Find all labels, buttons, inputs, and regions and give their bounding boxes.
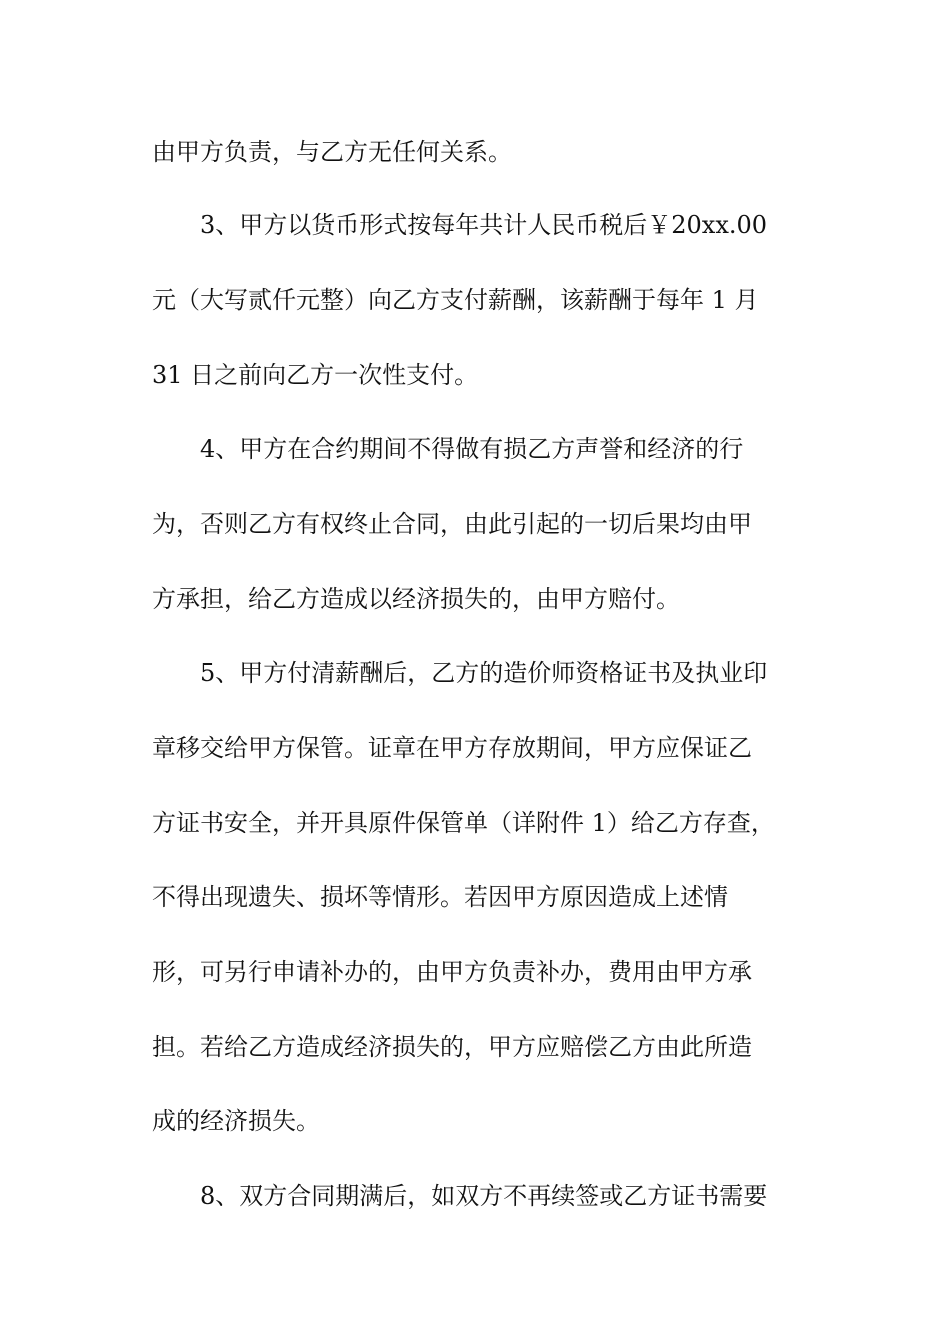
text-line-15: 8、双方合同期满后，如双方不再续签或乙方证书需要	[200, 1182, 768, 1210]
text-line-3: 元（大写贰仟元整）向乙方支付薪酬，该薪酬于每年 1 月	[152, 286, 759, 314]
text-line-8: 5、甲方付清薪酬后，乙方的造价师资格证书及执业印	[200, 659, 768, 687]
text-line-1: 由甲方负责，与乙方无任何关系。	[152, 138, 512, 166]
text-line-13: 担。若给乙方造成经济损失的，甲方应赔偿乙方由此所造	[152, 1033, 752, 1061]
text-line-6: 为，否则乙方有权终止合同，由此引起的一切后果均由甲	[152, 510, 752, 538]
text-line-7: 方承担，给乙方造成以经济损失的，由甲方赔付。	[152, 585, 680, 613]
text-line-14: 成的经济损失。	[152, 1107, 320, 1135]
text-line-10: 方证书安全，并开具原件保管单（详附件 1）给乙方存查，	[152, 809, 775, 837]
text-line-2: 3、甲方以货币形式按每年共计人民币税后￥20xx.00	[200, 211, 768, 239]
text-line-12: 形，可另行申请补办的，由甲方负责补办，费用由甲方承	[152, 958, 752, 986]
text-line-9: 章移交给甲方保管。证章在甲方存放期间，甲方应保证乙	[152, 734, 752, 762]
text-line-11: 不得出现遗失、损坏等情形。若因甲方原因造成上述情	[152, 883, 728, 911]
text-line-4: 31 日之前向乙方一次性支付。	[152, 361, 479, 389]
text-line-5: 4、甲方在合约期间不得做有损乙方声誉和经济的行	[200, 435, 744, 463]
